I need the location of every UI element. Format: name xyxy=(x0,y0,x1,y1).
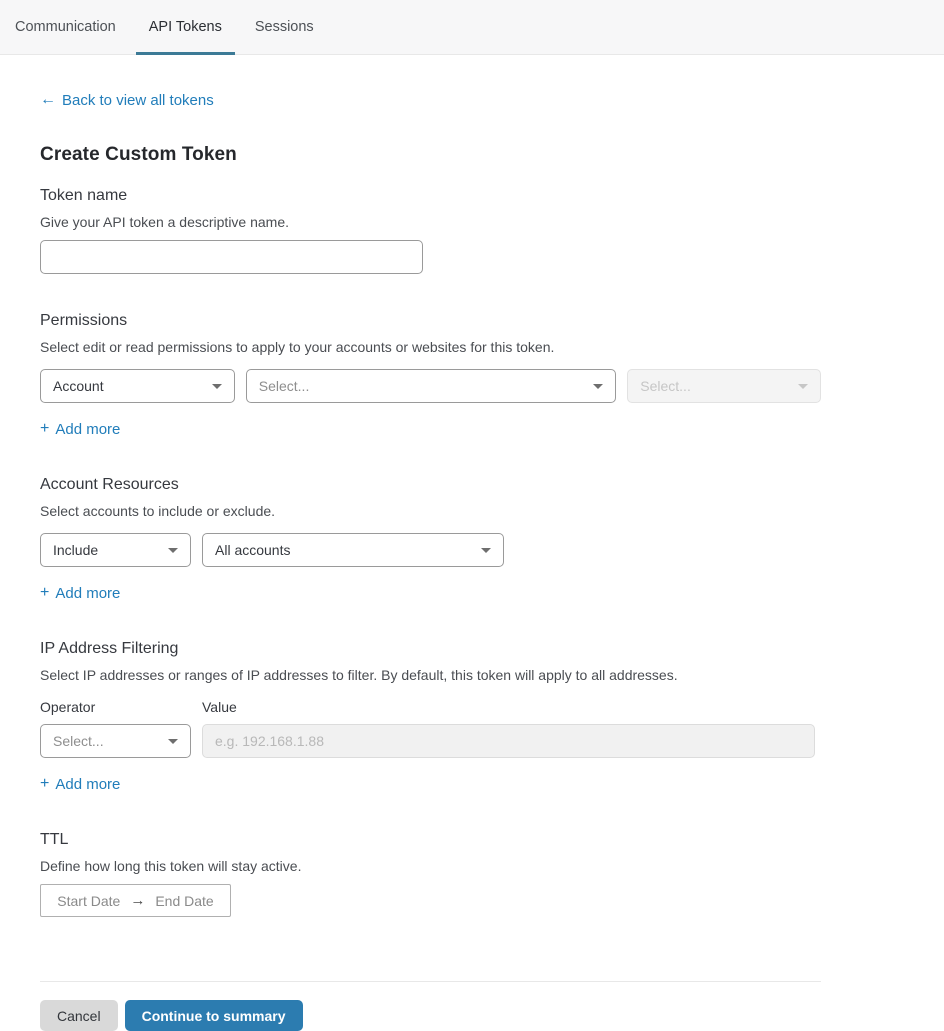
back-to-tokens-link[interactable] xyxy=(40,91,214,109)
account-resources-add-more-link[interactable] xyxy=(40,584,120,602)
add-more-label: Add more xyxy=(55,584,121,602)
section-permissions xyxy=(40,312,821,438)
ip-filtering-row xyxy=(40,724,821,758)
ip-operator-select[interactable] xyxy=(40,724,191,758)
value-label: Value xyxy=(202,699,237,715)
account-resources-row xyxy=(40,533,821,567)
chevron-down-icon xyxy=(168,548,178,553)
token-name-description: Give your API token a descriptive name. xyxy=(40,214,290,230)
section-account-resources xyxy=(40,476,821,602)
footer-actions xyxy=(40,1000,821,1031)
add-more-label: Add more xyxy=(55,420,121,438)
chevron-down-icon xyxy=(481,548,491,553)
ttl-description: Define how long this token will stay active. xyxy=(40,858,302,874)
right-arrow-icon: → xyxy=(130,892,146,909)
include-exclude-value: Include xyxy=(53,542,99,558)
permissions-add-more-link[interactable] xyxy=(40,420,120,438)
accounts-select[interactable] xyxy=(202,533,504,567)
permissions-row xyxy=(40,369,821,403)
page-title: Create Custom Token xyxy=(40,144,237,165)
permissions-description: Select edit or read permissions to apply to your accounts or websites for this token. xyxy=(40,339,555,355)
permission-scope-value: Account xyxy=(53,378,104,394)
section-ttl xyxy=(40,831,821,917)
permission-level-select xyxy=(627,369,821,403)
chevron-down-icon xyxy=(798,384,808,389)
continue-to-summary-button[interactable]: Continue to summary xyxy=(125,1000,303,1031)
include-exclude-select[interactable] xyxy=(40,533,191,567)
permission-group-select[interactable] xyxy=(246,369,617,403)
ttl-date-range-picker[interactable] xyxy=(40,884,231,917)
permission-level-placeholder: Select... xyxy=(640,378,691,394)
ttl-title: TTL xyxy=(40,831,69,848)
back-link-label: Back to view all tokens xyxy=(62,91,214,109)
tab-bar xyxy=(0,0,944,55)
back-arrow-icon: ← xyxy=(40,91,56,108)
cancel-button[interactable]: Cancel xyxy=(40,1000,118,1031)
ip-filtering-title: IP Address Filtering xyxy=(40,640,179,657)
section-token-name xyxy=(40,187,821,274)
tab-api-tokens[interactable]: API Tokens xyxy=(140,0,231,54)
plus-icon: + xyxy=(40,584,50,601)
plus-icon: + xyxy=(40,775,50,792)
accounts-value: All accounts xyxy=(215,542,291,558)
add-more-label: Add more xyxy=(55,775,121,793)
token-name-input[interactable] xyxy=(40,240,423,274)
start-date-placeholder: Start Date xyxy=(57,892,121,909)
ip-operator-placeholder: Select... xyxy=(53,733,104,749)
permissions-title: Permissions xyxy=(40,312,128,329)
account-resources-description: Select accounts to include or exclude. xyxy=(40,503,276,519)
ip-filtering-add-more-link[interactable] xyxy=(40,775,120,793)
main-content xyxy=(0,55,861,1031)
permission-group-placeholder: Select... xyxy=(258,378,310,394)
end-date-placeholder: End Date xyxy=(155,892,214,909)
chevron-down-icon xyxy=(212,384,222,389)
chevron-down-icon xyxy=(593,384,603,389)
chevron-down-icon xyxy=(168,739,178,744)
tab-communication[interactable]: Communication xyxy=(15,19,116,35)
tab-sessions[interactable]: Sessions xyxy=(254,19,314,35)
plus-icon: + xyxy=(40,420,50,437)
ip-filtering-description: Select IP addresses or ranges of IP addresses to filter. By default, this token will apply to all addresses. xyxy=(40,667,678,683)
ip-value-input xyxy=(202,724,815,758)
permission-scope-select[interactable] xyxy=(40,369,235,403)
token-name-title: Token name xyxy=(40,187,128,204)
section-ip-filtering xyxy=(40,640,821,793)
account-resources-title: Account Resources xyxy=(40,476,179,493)
operator-label: Operator xyxy=(40,699,96,715)
ip-filtering-labels xyxy=(40,699,821,715)
footer-divider xyxy=(40,981,821,982)
